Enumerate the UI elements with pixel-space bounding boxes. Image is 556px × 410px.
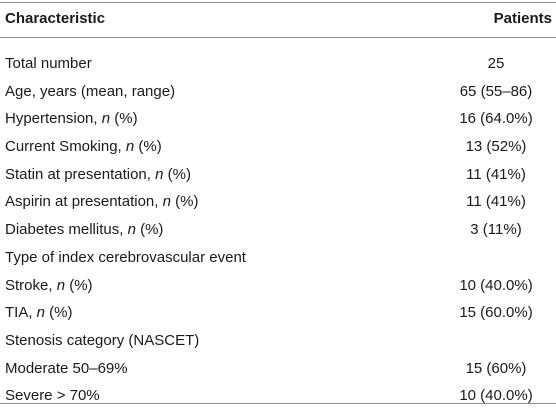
table-row (0, 50, 556, 78)
n-symbol: n (56, 276, 66, 294)
row-label: Moderate 50–69% (5, 359, 128, 377)
row-value: 15 (60.0%) (459, 304, 533, 322)
table-row (0, 382, 556, 410)
table-body (0, 50, 556, 410)
row-value: 10 (40.0%) (459, 276, 533, 294)
row-value: 15 (60%) (465, 359, 527, 377)
bottom-rule (0, 403, 556, 404)
row-value: 11 (41%) (466, 165, 526, 183)
row-label: Diabetes mellitus, n (%) (5, 221, 164, 239)
table-row (0, 78, 556, 106)
n-symbol: n (155, 165, 164, 183)
table-row (0, 272, 556, 300)
row-value: 65 (55–86) (459, 82, 533, 100)
table-row (0, 327, 556, 355)
row-label: Stroke, n (%) (5, 276, 93, 294)
row-label: Stenosis category (NASCET) (5, 331, 200, 349)
table-row (0, 105, 556, 133)
header-rule (0, 37, 556, 38)
row-value: 25 (487, 55, 505, 72)
row-label: Current Smoking, n (%) (5, 138, 162, 156)
table-row (0, 216, 556, 244)
row-label: Total number (5, 55, 92, 72)
row-value: 10 (40.0%) (459, 387, 533, 405)
header-characteristic: Characteristic (5, 10, 106, 27)
table-header (0, 2, 556, 37)
n-symbol: n (162, 193, 171, 211)
header-patients: Patients (493, 10, 552, 27)
row-value: 13 (52%) (465, 138, 527, 156)
row-label: Statin at presentation, n (%) (5, 165, 191, 183)
table-row (0, 355, 556, 383)
row-value: 16 (64.0%) (459, 110, 533, 128)
row-label: Type of index cerebrovascular event (5, 248, 246, 266)
n-symbol: n (127, 221, 136, 239)
table-row (0, 244, 556, 272)
row-label: TIA, n (%) (5, 304, 73, 322)
row-label: Aspirin at presentation, n (%) (5, 193, 199, 211)
row-value: 3 (11%) (470, 221, 522, 239)
table-row (0, 299, 556, 327)
row-label: Severe > 70% (5, 387, 100, 405)
table-row (0, 161, 556, 189)
n-symbol: n (125, 138, 135, 156)
row-label: Age, years (mean, range) (5, 82, 176, 100)
table-row (0, 133, 556, 161)
n-symbol: n (101, 110, 111, 128)
table-row (0, 188, 556, 216)
row-label: Hypertension, n (%) (5, 110, 138, 128)
row-value: 11 (41%) (466, 193, 526, 211)
n-symbol: n (36, 304, 46, 322)
